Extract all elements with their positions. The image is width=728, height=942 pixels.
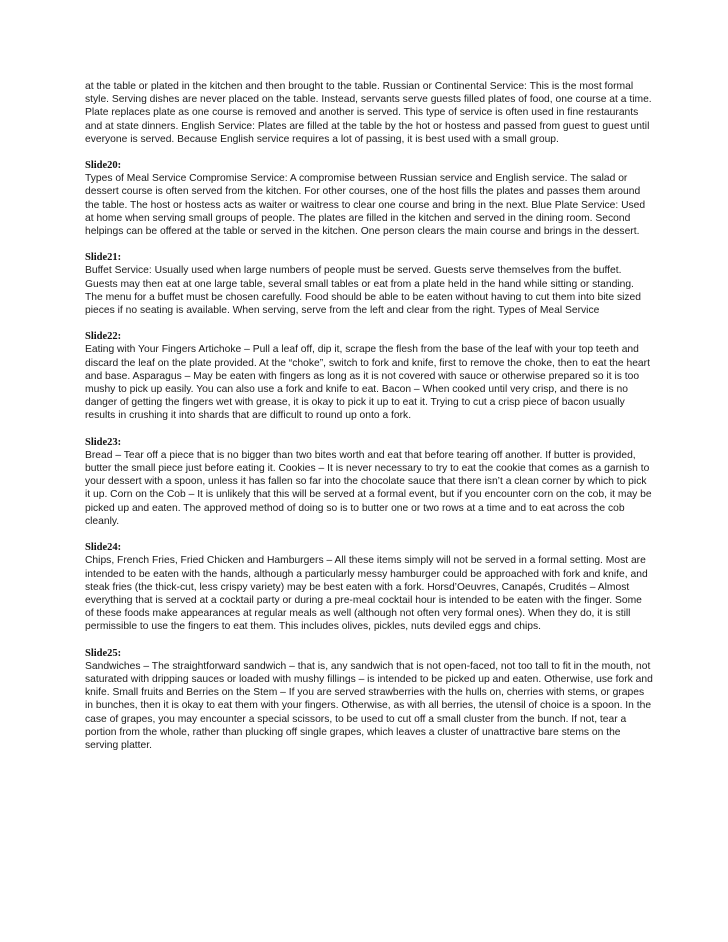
slide-section-21: [85, 251, 653, 317]
slide-section-22: [85, 330, 653, 422]
slide-text: Bread – Tear off a piece that is no bigger than two bites worth and eat that before tearing off another. If butter is provided, butter the small piece just before eating it. Cookies – It is never necessary to try to eat the cookie that comes as a garnish to your dessert with a spoon, unless it has fallen so far into the chocolate sauce that there isn’t a clean corner by which to pick it up. Corn on the Cob – It is unlikely that this will be served at a formal event, but if you encounter corn on the cob, it may be picked up and eaten. The approved method of doing so is to butter one or two rows at a time and to eat across the cob cleanly.: [85, 449, 652, 527]
document-page: [85, 80, 653, 752]
slide-label: Slide23:: [85, 436, 122, 448]
slide-text: Chips, French Fries, Fried Chicken and Hamburgers – All these items simply will not be served in a formal setting. Most are intended to be eaten with the hands, although a particularly messy hamburger could be approached with fork and knife, and steak fries (the thick-cut, less crispy variety) may be best eaten with a fork. Horsd’Oeuvres, Canapés, Crudités – Almost everything that is served at a cocktail party or during a pre-meal cocktail hour is intended to be eaten with the finger. Some of these foods make appearances at regular meals as well (although not often very formal ones). When they do, it is still permissible to use the fingers to eat them. This includes olives, pickles, nuts deviled eggs and chips.: [85, 555, 648, 633]
slide-label: Slide24:: [85, 542, 122, 554]
slide-label: Slide21:: [85, 252, 122, 264]
slide-label: Slide25:: [85, 647, 122, 659]
slide-text: Sandwiches – The straightforward sandwich – that is, any sandwich that is not open-faced, not too tall to fit in the mouth, not saturated with dripping sauces or loaded with mushy fillings – is intended to be picked up and eaten. Otherwise, use fork and knife. Small fruits and Berries on the Stem – If you are served strawberries with the hulls on, cherries with stems, or grapes in bunches, then it is okay to eat them with your fingers. Otherwise, as with all berries, the utensil of choice is a spoon. In the case of grapes, you may encounter a special scissors, to be used to cut off a small cluster from the bunch. If not, tear a portion from the whole, rather than plucking off single grapes, which leaves a cluster of unattractive bare stems on the serving platter.: [85, 660, 653, 751]
slide-section-25: [85, 647, 653, 753]
slide-text: Types of Meal Service Compromise Service: A compromise between Russian service and English service. The salad or dessert course is often served from the kitchen. For other courses, one of the host fills the plates and passes them around the table. The host or hostess acts as waiter or waitress to clear one course and bring in the next. Blue Plate Service: Used at home when serving small groups of people. The plates are filled in the kitchen and served in the dining room. Second helpings can be offered at the table or served in the kitchen. One person clears the main course and brings in the dessert.: [85, 173, 646, 238]
intro-paragraph: at the table or plated in the kitchen and then brought to the table. Russian or Continental Service: This is the most formal style. Serving dishes are never placed on the table. Instead, servants serve guests filled plates of food, one course at a time. Plate replaces plate as one course is removed and another is served. This type of service is often used in fine restaurants and at state dinners. English Service: Plates are filled at the table by the hot or hostess and passed from guest to guest until everyone is served. Because English service requires a lot of passing, it is best used with a small group.: [85, 81, 652, 145]
slide-section-20: [85, 159, 653, 238]
slide-section-23: [85, 436, 653, 528]
slide-label: Slide20:: [85, 160, 122, 172]
slide-label: Slide22:: [85, 331, 122, 343]
slide-section-24: [85, 541, 653, 633]
slide-text: Buffet Service: Usually used when large numbers of people must be served. Guests serve themselves from the buffet. Guests may then eat at one large table, several small tables or eat from a plate held in the hand while sitting or standing. The menu for a buffet must be chosen carefully. Food should be able to be eaten without having to cut them into bite sized pieces if no seating is available. When serving, serve from the left and clear from the right. Types of Meal Service: [85, 265, 641, 317]
slide-text: Eating with Your Fingers Artichoke – Pull a leaf off, dip it, scrape the flesh from the base of the leaf with your top teeth and discard the leaf on the plate provided. At the “choke”, switch to fork and knife, first to remove the choke, then to eat the heart and base. Asparagus – May be eaten with fingers as long as it is not covered with sauce or otherwise prepared so it is too mushy to pick up easily. You can also use a fork and knife to eat. Bacon – When cooked until very crisp, and there is no danger of getting the fingers wet with grease, it is okay to pick it up to eat it. Trying to cut a crisp piece of bacon usually results in crushing it into shards that are difficult to round up onto a fork.: [85, 344, 650, 422]
